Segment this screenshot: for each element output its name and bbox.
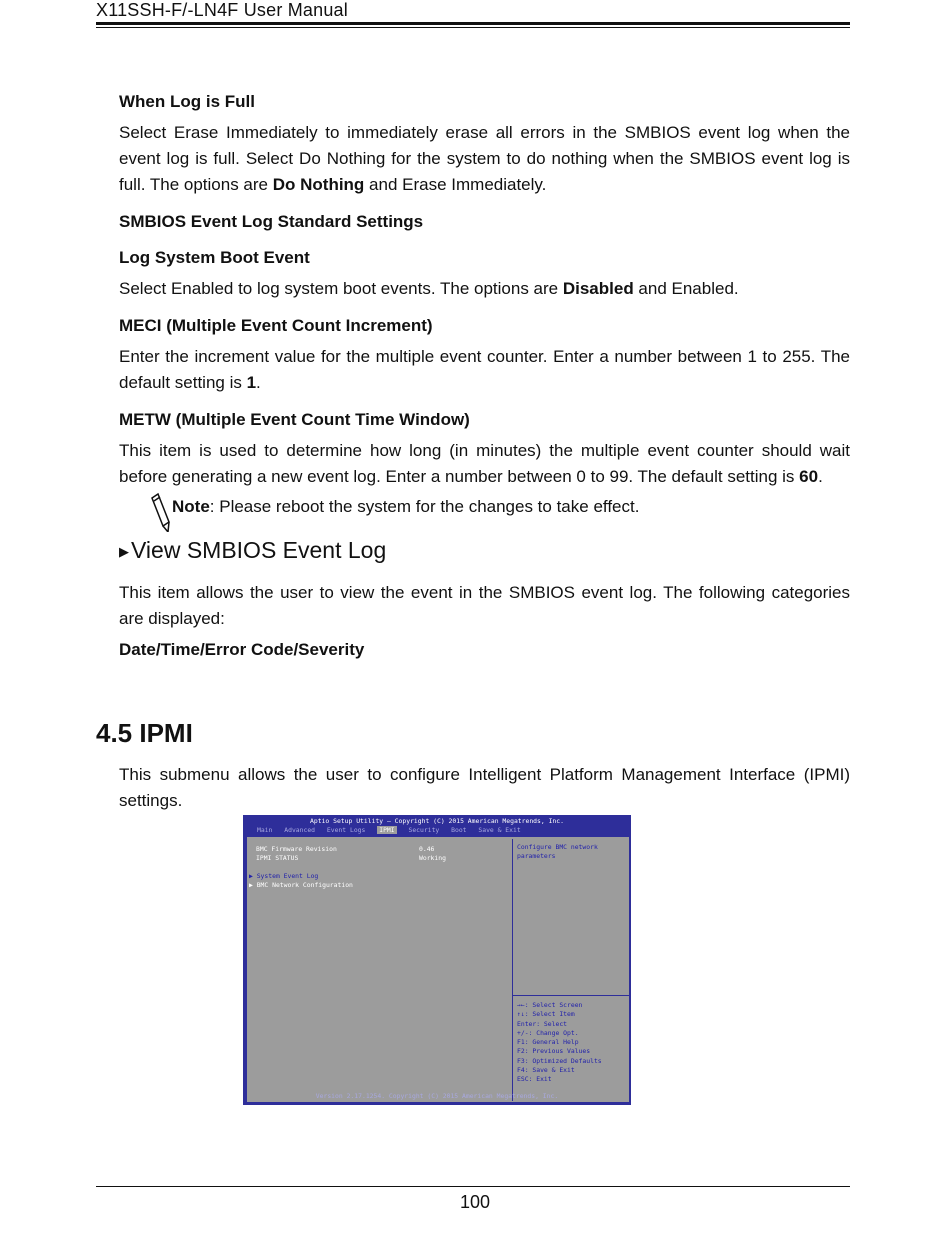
bios-key-legend <box>517 1001 602 1085</box>
bios-tab-boot[interactable]: Boot <box>451 826 467 834</box>
bios-row-value: Working <box>419 854 446 862</box>
bios-link-bmc-network[interactable]: ▶ BMC Network Configuration <box>249 881 353 889</box>
note-text: : Please reboot the system for the changes to take effect. <box>209 497 640 516</box>
heading-log-boot: Log System Boot Event <box>119 248 310 267</box>
header-rule-thick <box>96 22 850 25</box>
manual-title: X11SSH-F/-LN4F User Manual <box>96 0 348 20</box>
bios-key-item: ↑↓: Select Item <box>517 1010 575 1019</box>
footer-rule <box>96 1186 850 1187</box>
bios-row-label: BMC Firmware Revision <box>256 845 337 853</box>
paragraph-when-log-full: Select Erase Immediately to immediately erase all errors in the SMBIOS event log when the event log is full. Select Do Nothing for the system to do nothing when the SMBIOS event log is full. The options are Do Nothing and Erase Immediately. <box>119 123 850 194</box>
bios-key-item: F3: Optimized Defaults <box>517 1056 602 1065</box>
bios-key-item: F4: Save & Exit <box>517 1066 575 1075</box>
bios-tab-save-exit[interactable]: Save & Exit <box>478 826 521 834</box>
header-rule-thin <box>96 27 850 28</box>
main-content <box>119 90 850 662</box>
bios-menu-bar <box>257 826 529 834</box>
heading-when-log-full: When Log is Full <box>119 92 255 111</box>
paragraph-log-boot: Select Enabled to log system boot events. The options are Disabled and Enabled. <box>119 279 739 298</box>
heading-metw: METW (Multiple Event Count Time Window) <box>119 410 470 429</box>
bios-panel <box>246 836 630 1103</box>
section-title-ipmi: 4.5 IPMI <box>96 718 193 748</box>
bios-tab-main[interactable]: Main <box>257 826 273 834</box>
paragraph-ipmi: This submenu allows the user to configure Intelligent Platform Management Interface (IPMI) settings. <box>119 765 850 810</box>
note-label: Note <box>172 497 210 516</box>
bios-link-system-event-log[interactable]: ▶ System Event Log <box>249 872 319 880</box>
bios-key-item: F2: Previous Values <box>517 1047 591 1056</box>
heading-meci: MECI (Multiple Event Count Increment) <box>119 316 433 335</box>
bios-row-label: IPMI STATUS <box>256 854 299 862</box>
bios-key-item: Enter: Select <box>517 1019 568 1028</box>
bios-tab-advanced[interactable]: Advanced <box>284 826 316 834</box>
heading-view-log: ▶View SMBIOS Event Log <box>119 537 387 563</box>
paragraph-metw: This item is used to determine how long (in minutes) the multiple event counter should wait before generating a new event log. Enter a number between 0 to 99. The default setting is 60. <box>119 441 850 486</box>
bios-row-value: 0.46 <box>419 845 435 853</box>
bios-tab-ipmi[interactable]: IPMI <box>379 826 395 834</box>
bios-key-item: →←: Select Screen <box>517 1001 583 1009</box>
triangle-right-icon: ▶ <box>119 544 129 559</box>
bios-tab-event-logs[interactable]: Event Logs <box>326 826 366 834</box>
bios-footer: Version 2.17.1254. Copyright (C) 2015 American Megatrends, Inc. <box>315 1092 559 1100</box>
bios-help-text: Configure BMC network parameters <box>517 843 598 860</box>
bios-tab-security[interactable]: Security <box>408 826 440 834</box>
heading-standard-settings: SMBIOS Event Log Standard Settings <box>119 212 424 231</box>
page-number: 100 <box>459 1192 491 1212</box>
view-log-categories: Date/Time/Error Code/Severity <box>119 640 365 659</box>
bios-key-item: ESC: Exit <box>517 1075 552 1084</box>
pencil-icon <box>149 492 171 532</box>
bios-divider-horizontal <box>513 995 629 996</box>
bios-divider-vertical <box>512 839 513 1101</box>
bios-key-item: +/-: Change Opt. <box>517 1028 579 1037</box>
bios-key-item: F1: General Help <box>517 1038 579 1047</box>
note-block <box>119 494 850 520</box>
bios-screenshot <box>243 815 631 1105</box>
bios-title: Aptio Setup Utility – Copyright (C) 2015 American Megatrends, Inc. <box>310 817 564 825</box>
paragraph-meci: Enter the increment value for the multiple event counter. Enter a number between 1 to 255. The default setting is 1. <box>119 347 850 392</box>
paragraph-view-log: This item allows the user to view the event in the SMBIOS event log. The following categories are displayed: <box>119 583 850 628</box>
